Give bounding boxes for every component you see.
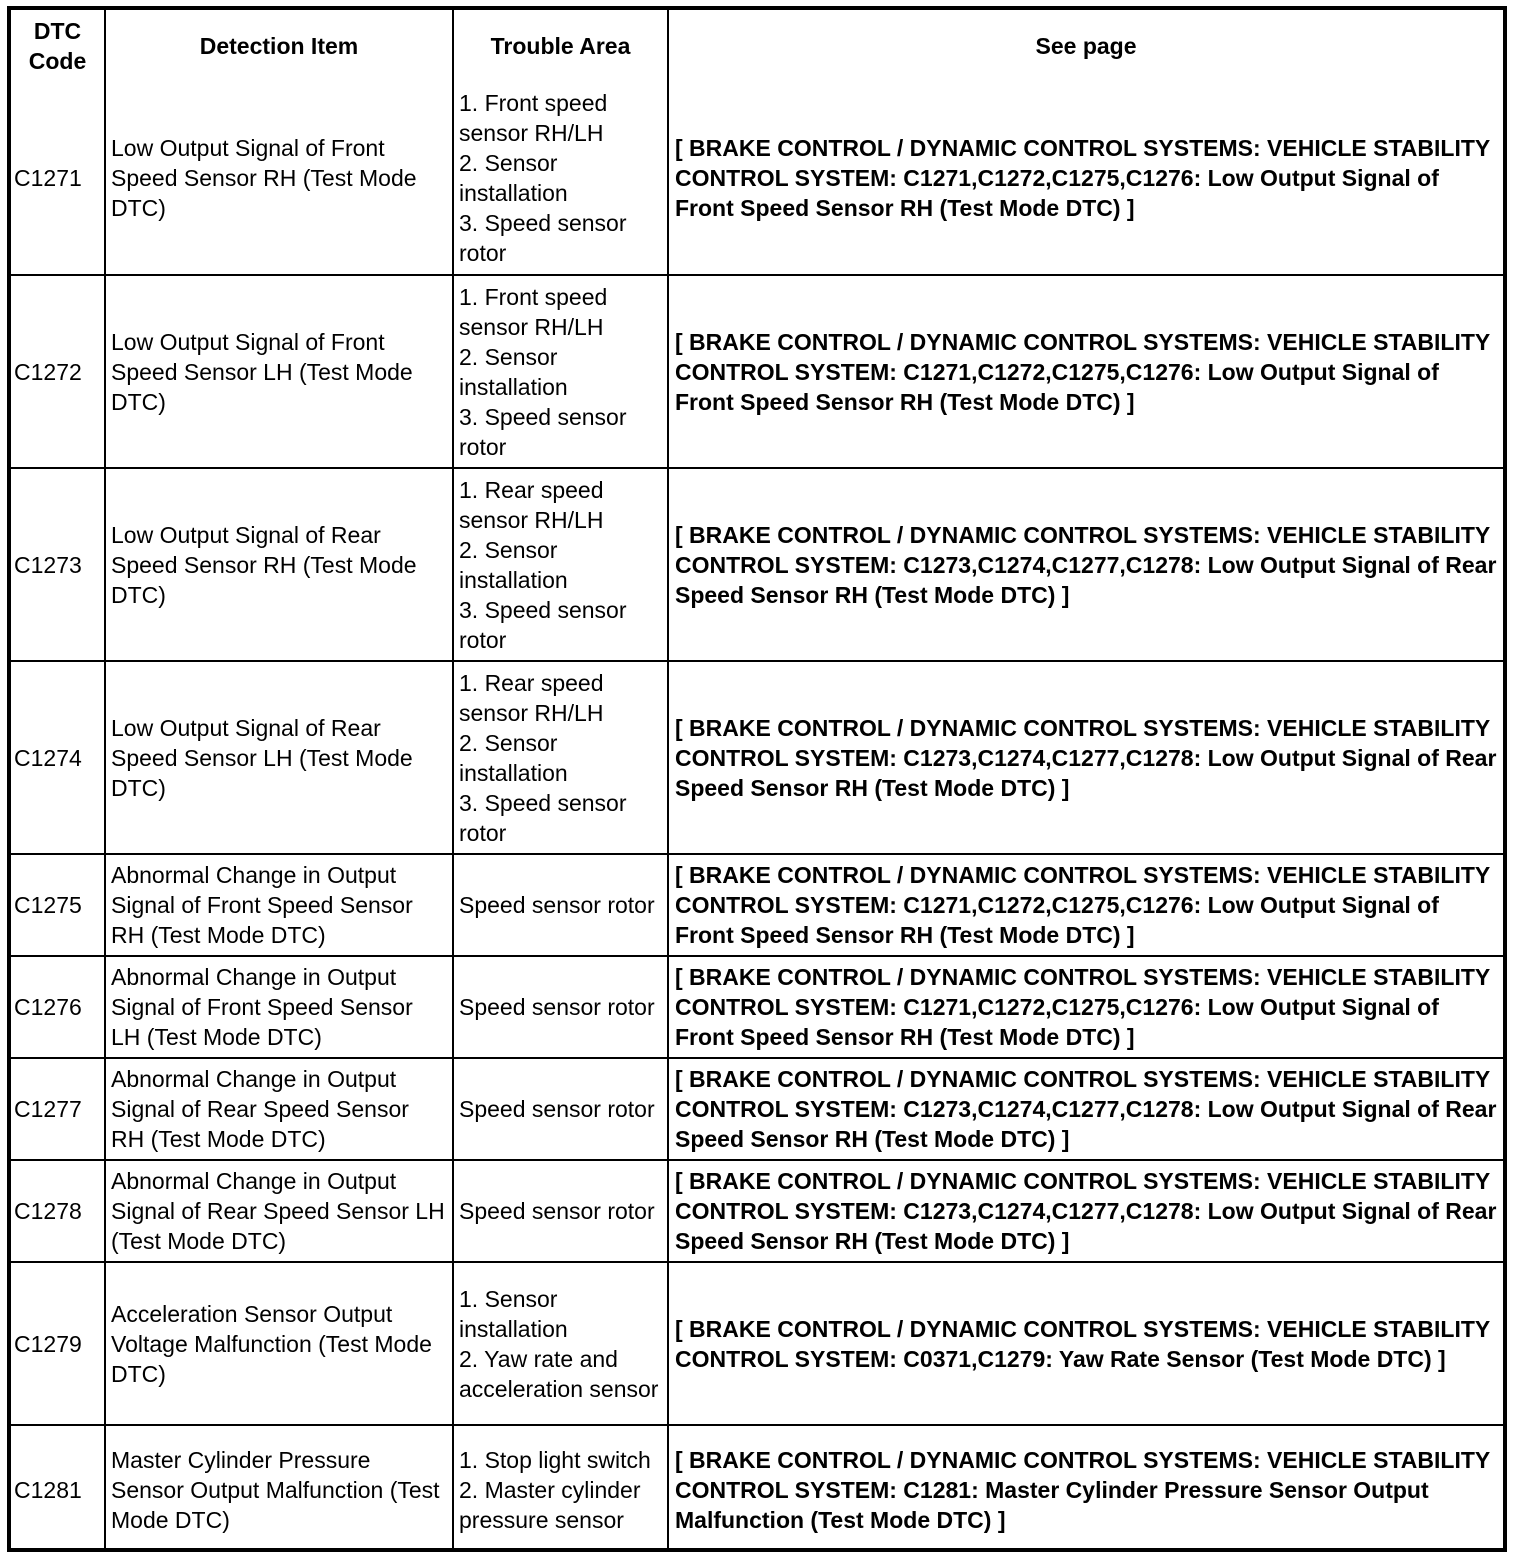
trouble-area-item: 1. Stop light switch xyxy=(459,1447,651,1473)
trouble-area-item: 1. Rear speed sensor RH/LH xyxy=(459,669,604,726)
table-row xyxy=(11,1425,1503,1552)
table-row xyxy=(11,1058,1503,1160)
detection-item-cell: Low Output Signal of Front Speed Sensor RH (Test Mode DTC) xyxy=(105,82,453,275)
trouble-area-item: 2. Sensor installation xyxy=(459,343,568,400)
detection-item-cell: Low Output Signal of Rear Speed Sensor RH (Test Mode DTC) xyxy=(105,468,453,661)
detection-item-cell: Abnormal Change in Output Signal of Front Speed Sensor RH (Test Mode DTC) xyxy=(105,854,453,956)
table-row xyxy=(11,956,1503,1058)
detection-item-cell: Abnormal Change in Output Signal of Front Speed Sensor LH (Test Mode DTC) xyxy=(105,956,453,1058)
dtc-code-cell: C1276 xyxy=(11,956,105,1058)
trouble-area-item: 1. Front speed sensor RH/LH xyxy=(459,283,608,340)
detection-item-cell: Abnormal Change in Output Signal of Rear Speed Sensor LH (Test Mode DTC) xyxy=(105,1160,453,1262)
see-page-link[interactable]: [ BRAKE CONTROL / DYNAMIC CONTROL SYSTEMS: VEHICLE STABILITY CONTROL SYSTEM: C1271,C1272,C1275,C1276: Low Output Signal of Front Speed Sensor RH (Test Mode DTC) ] xyxy=(668,275,1503,468)
trouble-area-item: Speed sensor rotor xyxy=(459,1198,655,1224)
trouble-area-item: 1. Rear speed sensor RH/LH xyxy=(459,476,604,533)
see-page-link[interactable]: [ BRAKE CONTROL / DYNAMIC CONTROL SYSTEMS: VEHICLE STABILITY CONTROL SYSTEM: C1271,C1272,C1275,C1276: Low Output Signal of Front Speed Sensor RH (Test Mode DTC) ] xyxy=(668,82,1503,275)
see-page-link[interactable]: [ BRAKE CONTROL / DYNAMIC CONTROL SYSTEMS: VEHICLE STABILITY CONTROL SYSTEM: C1273,C1274,C1277,C1278: Low Output Signal of Rear Speed Sensor RH (Test Mode DTC) ] xyxy=(668,1058,1503,1160)
trouble-area-item: 1. Sensor installation xyxy=(459,1285,568,1342)
table-body xyxy=(11,82,1503,1552)
table-row xyxy=(11,1160,1503,1262)
dtc-code-cell: C1272 xyxy=(11,275,105,468)
see-page-link[interactable]: [ BRAKE CONTROL / DYNAMIC CONTROL SYSTEMS: VEHICLE STABILITY CONTROL SYSTEM: C1271,C1272,C1275,C1276: Low Output Signal of Front Speed Sensor RH (Test Mode DTC) ] xyxy=(668,956,1503,1058)
see-page-link[interactable]: [ BRAKE CONTROL / DYNAMIC CONTROL SYSTEMS: VEHICLE STABILITY CONTROL SYSTEM: C1273,C1274,C1277,C1278: Low Output Signal of Rear Speed Sensor RH (Test Mode DTC) ] xyxy=(668,1160,1503,1262)
trouble-area-item: Speed sensor rotor xyxy=(459,1096,655,1122)
header-dtc-code-line1: DTC xyxy=(33,18,82,44)
dtc-code-cell: C1279 xyxy=(11,1262,105,1425)
detection-item-cell: Master Cylinder Pressure Sensor Output Malfunction (Test Mode DTC) xyxy=(105,1425,453,1552)
trouble-area-cell xyxy=(453,468,668,661)
trouble-area-item: 2. Yaw rate and acceleration sensor xyxy=(459,1345,659,1402)
dtc-table-frame xyxy=(7,6,1507,1552)
trouble-area-item: 3. Speed sensor rotor xyxy=(459,403,627,460)
header-trouble-area: Trouble Area xyxy=(453,10,668,82)
trouble-area-cell xyxy=(453,1425,668,1552)
trouble-area-cell xyxy=(453,956,668,1058)
header-dtc-code-line2: Code xyxy=(28,48,87,74)
dtc-code-cell: C1278 xyxy=(11,1160,105,1262)
trouble-area-cell xyxy=(453,1160,668,1262)
trouble-area-cell xyxy=(453,275,668,468)
dtc-code-cell: C1277 xyxy=(11,1058,105,1160)
header-row xyxy=(11,10,1503,82)
dtc-table xyxy=(11,10,1503,1552)
see-page-link[interactable]: [ BRAKE CONTROL / DYNAMIC CONTROL SYSTEMS: VEHICLE STABILITY CONTROL SYSTEM: C1281: Master Cylinder Pressure Sensor Output Malfunction (Test Mode DTC) ] xyxy=(668,1425,1503,1552)
trouble-area-item: 2. Master cylinder pressure sensor xyxy=(459,1477,641,1533)
see-page-link[interactable]: [ BRAKE CONTROL / DYNAMIC CONTROL SYSTEMS: VEHICLE STABILITY CONTROL SYSTEM: C1273,C1274,C1277,C1278: Low Output Signal of Rear Speed Sensor RH (Test Mode DTC) ] xyxy=(668,468,1503,661)
dtc-code-cell: C1275 xyxy=(11,854,105,956)
detection-item-cell: Low Output Signal of Front Speed Sensor LH (Test Mode DTC) xyxy=(105,275,453,468)
header-see-page: See page xyxy=(668,10,1503,82)
trouble-area-item: 2. Sensor installation xyxy=(459,536,568,593)
trouble-area-item: 3. Speed sensor rotor xyxy=(459,789,627,846)
trouble-area-cell xyxy=(453,1262,668,1425)
trouble-area-cell xyxy=(453,854,668,956)
dtc-code-cell: C1271 xyxy=(11,82,105,275)
trouble-area-item: 3. Speed sensor rotor xyxy=(459,210,627,266)
trouble-area-item: 1. Front speed sensor RH/LH xyxy=(459,90,608,146)
header-detection-item: Detection Item xyxy=(105,10,453,82)
trouble-area-item: 3. Speed sensor rotor xyxy=(459,596,627,653)
dtc-code-cell: C1274 xyxy=(11,661,105,854)
dtc-code-cell: C1281 xyxy=(11,1425,105,1552)
see-page-link[interactable]: [ BRAKE CONTROL / DYNAMIC CONTROL SYSTEMS: VEHICLE STABILITY CONTROL SYSTEM: C1271,C1272,C1275,C1276: Low Output Signal of Front Speed Sensor RH (Test Mode DTC) ] xyxy=(668,854,1503,956)
table-row xyxy=(11,468,1503,661)
trouble-area-item: Speed sensor rotor xyxy=(459,994,655,1020)
dtc-code-cell: C1273 xyxy=(11,468,105,661)
detection-item-cell: Low Output Signal of Rear Speed Sensor LH (Test Mode DTC) xyxy=(105,661,453,854)
table-row xyxy=(11,82,1503,275)
header-dtc-code xyxy=(11,10,105,82)
trouble-area-item: Speed sensor rotor xyxy=(459,892,655,918)
table-row xyxy=(11,275,1503,468)
trouble-area-cell xyxy=(453,82,668,275)
detection-item-cell: Acceleration Sensor Output Voltage Malfunction (Test Mode DTC) xyxy=(105,1262,453,1425)
see-page-link[interactable]: [ BRAKE CONTROL / DYNAMIC CONTROL SYSTEMS: VEHICLE STABILITY CONTROL SYSTEM: C1273,C1274,C1277,C1278: Low Output Signal of Rear Speed Sensor RH (Test Mode DTC) ] xyxy=(668,661,1503,854)
detection-item-cell: Abnormal Change in Output Signal of Rear Speed Sensor RH (Test Mode DTC) xyxy=(105,1058,453,1160)
table-row xyxy=(11,1262,1503,1425)
trouble-area-cell xyxy=(453,661,668,854)
trouble-area-item: 2. Sensor installation xyxy=(459,729,568,786)
table-row xyxy=(11,661,1503,854)
trouble-area-item: 2. Sensor installation xyxy=(459,150,568,206)
table-row xyxy=(11,854,1503,956)
trouble-area-cell xyxy=(453,1058,668,1160)
see-page-link[interactable]: [ BRAKE CONTROL / DYNAMIC CONTROL SYSTEMS: VEHICLE STABILITY CONTROL SYSTEM: C0371,C1279: Yaw Rate Sensor (Test Mode DTC) ] xyxy=(668,1262,1503,1425)
